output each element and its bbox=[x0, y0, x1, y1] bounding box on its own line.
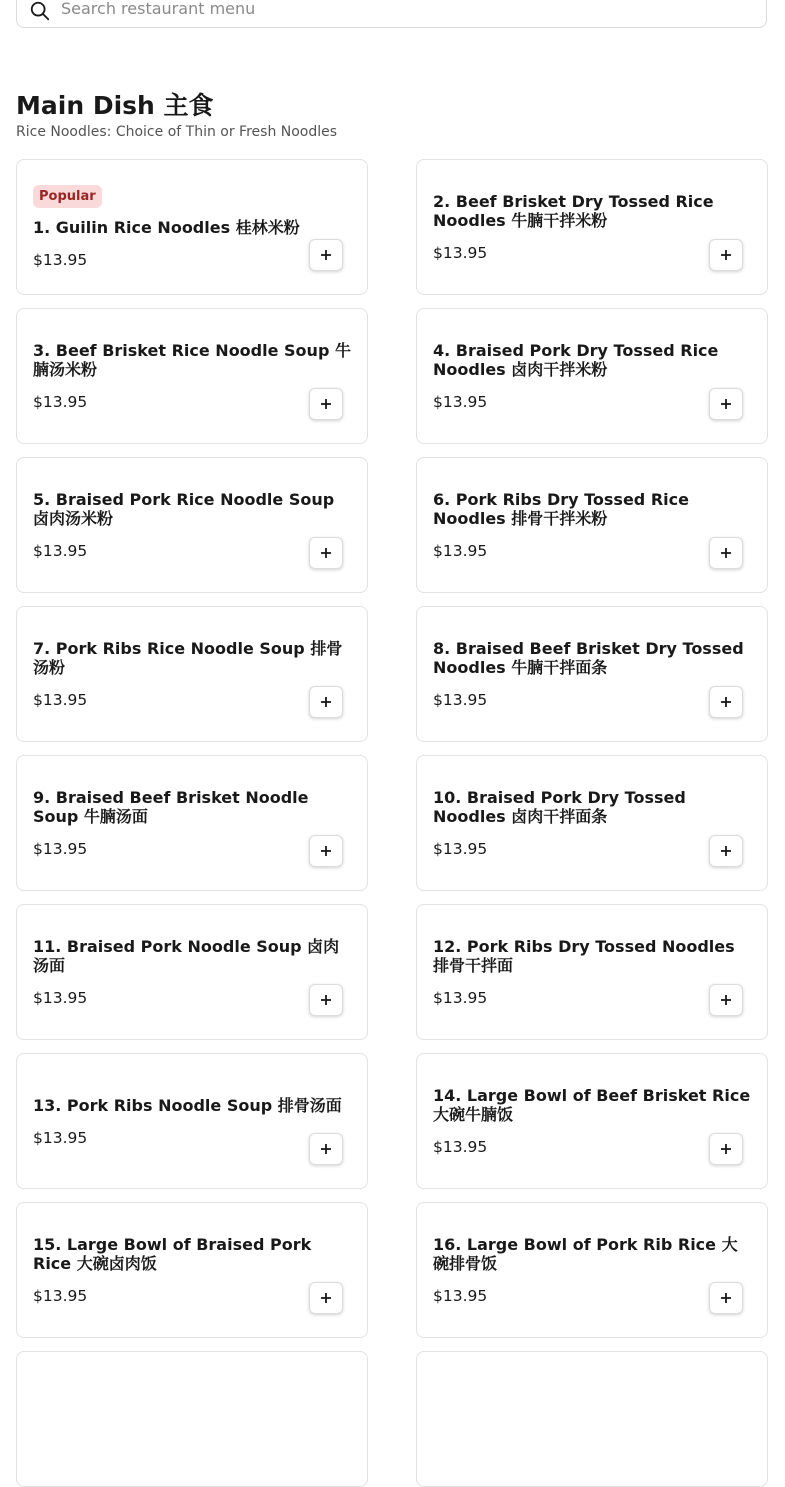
add-item-button[interactable] bbox=[309, 1282, 343, 1314]
menu-item-card[interactable] bbox=[16, 1202, 368, 1338]
add-item-button[interactable] bbox=[309, 835, 343, 867]
add-item-button[interactable] bbox=[309, 686, 343, 718]
plus-icon bbox=[720, 845, 732, 857]
menu-item-price: $13.95 bbox=[33, 393, 88, 411]
menu-item-card[interactable] bbox=[416, 457, 768, 593]
add-item-button[interactable] bbox=[309, 239, 343, 271]
add-item-button[interactable] bbox=[709, 686, 743, 718]
menu-item-card[interactable] bbox=[16, 308, 368, 444]
menu-item-name: 10. Braised Pork Dry Tossed Noodles 卤肉干拌面条 bbox=[433, 788, 686, 826]
menu-item-card[interactable] bbox=[16, 1053, 368, 1189]
menu-item-card[interactable] bbox=[16, 159, 368, 295]
menu-grid bbox=[16, 159, 769, 1487]
menu-item-card[interactable] bbox=[416, 755, 768, 891]
plus-icon bbox=[720, 696, 732, 708]
menu-item-price: $13.95 bbox=[433, 244, 488, 262]
menu-item-price: $13.95 bbox=[33, 691, 88, 709]
search-icon bbox=[29, 0, 51, 22]
add-item-button[interactable] bbox=[709, 984, 743, 1016]
plus-icon bbox=[720, 398, 732, 410]
menu-item-price: $13.95 bbox=[33, 1287, 88, 1305]
menu-item-name: 12. Pork Ribs Dry Tossed Noodles 排骨干拌面 bbox=[433, 937, 735, 975]
menu-item-name: 2. Beef Brisket Dry Tossed Rice Noodles 牛腩干拌米粉 bbox=[433, 192, 714, 230]
add-item-button[interactable] bbox=[709, 1133, 743, 1165]
section-title: Main Dish 主食 bbox=[16, 91, 214, 120]
menu-item-price: $13.95 bbox=[433, 1287, 488, 1305]
add-item-button[interactable] bbox=[309, 1133, 343, 1165]
menu-item-name: 13. Pork Ribs Noodle Soup 排骨汤面 bbox=[33, 1095, 342, 1115]
menu-item-card[interactable] bbox=[416, 159, 768, 295]
menu-item-price: $13.95 bbox=[433, 840, 488, 858]
popular-badge: Popular bbox=[33, 185, 102, 208]
menu-item-name: 16. Large Bowl of Pork Rib Rice 大碗排骨饭 bbox=[433, 1235, 738, 1273]
plus-icon bbox=[720, 547, 732, 559]
plus-icon bbox=[720, 994, 732, 1006]
menu-item-card[interactable] bbox=[16, 606, 368, 742]
plus-icon bbox=[320, 1292, 332, 1304]
menu-item-price: $13.95 bbox=[433, 1138, 488, 1156]
menu-item-price: $13.95 bbox=[33, 989, 88, 1007]
add-item-button[interactable] bbox=[709, 835, 743, 867]
menu-item-card[interactable] bbox=[16, 1351, 368, 1487]
menu-item-price: $13.95 bbox=[433, 393, 488, 411]
search-bar[interactable] bbox=[16, 0, 767, 28]
plus-icon bbox=[720, 1143, 732, 1155]
add-item-button[interactable] bbox=[309, 388, 343, 420]
menu-item-price: $13.95 bbox=[33, 840, 88, 858]
menu-item-price: $13.95 bbox=[33, 542, 88, 560]
menu-item-name: 6. Pork Ribs Dry Tossed Rice Noodles 排骨干拌米粉 bbox=[433, 490, 689, 528]
menu-item-card[interactable] bbox=[416, 1053, 768, 1189]
menu-item-name: 14. Large Bowl of Beef Brisket Rice 大碗牛腩饭 bbox=[433, 1086, 751, 1124]
add-item-button[interactable] bbox=[309, 537, 343, 569]
menu-item-name: 3. Beef Brisket Rice Noodle Soup 牛腩汤米粉 bbox=[33, 341, 351, 379]
plus-icon bbox=[720, 249, 732, 261]
menu-item-card[interactable] bbox=[416, 606, 768, 742]
search-input[interactable] bbox=[59, 0, 743, 21]
add-item-button[interactable] bbox=[309, 984, 343, 1016]
menu-item-price: $13.95 bbox=[433, 691, 488, 709]
plus-icon bbox=[320, 994, 332, 1006]
plus-icon bbox=[320, 249, 332, 261]
menu-item-price: $13.95 bbox=[33, 1128, 88, 1147]
plus-icon bbox=[320, 1143, 332, 1155]
plus-icon bbox=[320, 398, 332, 410]
menu-item-card[interactable] bbox=[416, 1351, 768, 1487]
menu-item-price: $13.95 bbox=[433, 542, 488, 560]
menu-item-name: 9. Braised Beef Brisket Noodle Soup 牛腩汤面 bbox=[33, 788, 309, 826]
section-subtitle: Rice Noodles: Choice of Thin or Fresh Noodles bbox=[16, 124, 338, 140]
menu-item-name: 11. Braised Pork Noodle Soup 卤肉汤面 bbox=[33, 937, 340, 975]
menu-item-name: 8. Braised Beef Brisket Dry Tossed Noodles 牛腩干拌面条 bbox=[433, 639, 744, 677]
menu-item-name: 5. Braised Pork Rice Noodle Soup 卤肉汤米粉 bbox=[33, 490, 335, 528]
menu-item-name: 15. Large Bowl of Braised Pork Rice 大碗卤肉饭 bbox=[33, 1235, 312, 1273]
menu-item-price: $13.95 bbox=[33, 251, 88, 269]
menu-item-price: $13.95 bbox=[433, 989, 488, 1007]
menu-item-card[interactable] bbox=[16, 904, 368, 1040]
plus-icon bbox=[320, 845, 332, 857]
plus-icon bbox=[320, 547, 332, 559]
menu-item-card[interactable] bbox=[16, 457, 368, 593]
add-item-button[interactable] bbox=[709, 239, 743, 271]
menu-item-card[interactable] bbox=[416, 1202, 768, 1338]
add-item-button[interactable] bbox=[709, 537, 743, 569]
plus-icon bbox=[320, 696, 332, 708]
add-item-button[interactable] bbox=[709, 1282, 743, 1314]
menu-item-name: 4. Braised Pork Dry Tossed Rice Noodles 卤肉干拌米粉 bbox=[433, 341, 719, 379]
menu-item-card[interactable] bbox=[416, 308, 768, 444]
plus-icon bbox=[720, 1292, 732, 1304]
add-item-button[interactable] bbox=[709, 388, 743, 420]
menu-item-name: 7. Pork Ribs Rice Noodle Soup 排骨汤粉 bbox=[33, 639, 343, 677]
menu-item-card[interactable] bbox=[416, 904, 768, 1040]
menu-item-card[interactable] bbox=[16, 755, 368, 891]
menu-item-name: 1. Guilin Rice Noodles 桂林米粉 bbox=[33, 218, 300, 237]
